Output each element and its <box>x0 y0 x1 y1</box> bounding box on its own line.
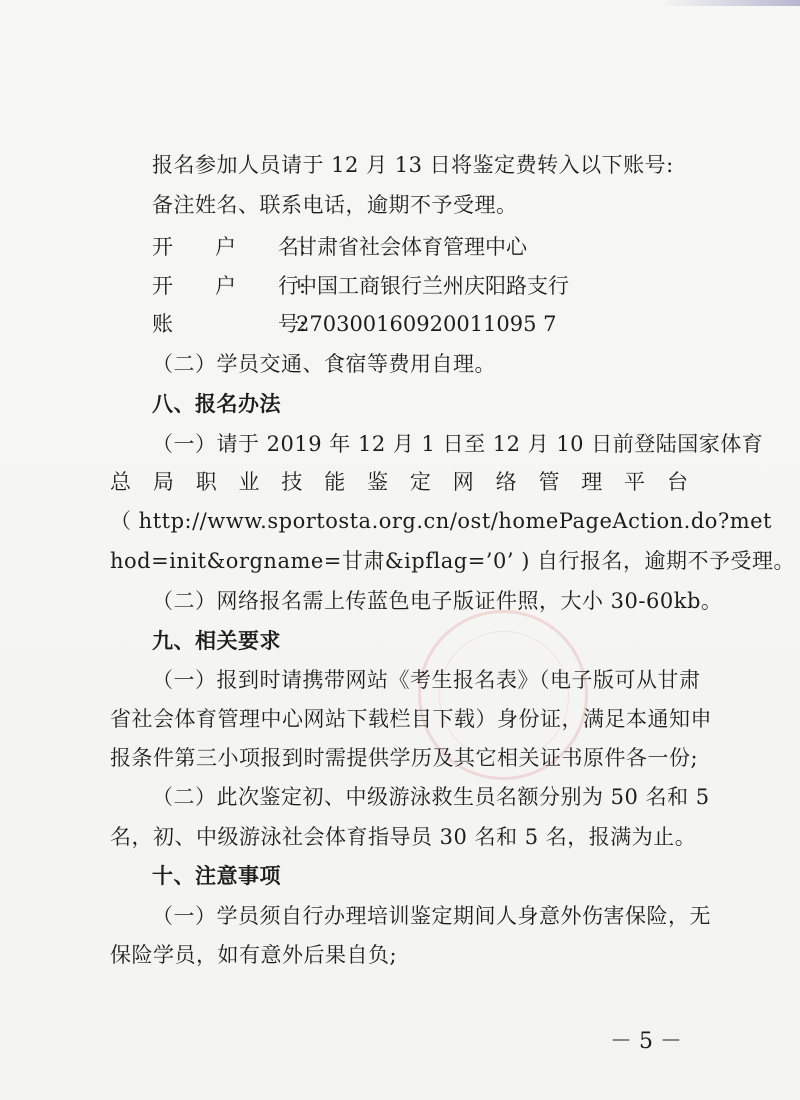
section-heading-10: 十、注意事项 <box>152 863 281 888</box>
requirement-line-1: （一）报到时请携带网站《考生报名表》（电子版可从甘肃 <box>152 668 701 692</box>
justified-word: 总 <box>110 470 131 494</box>
expense-note: （二）学员交通、食宿等费用自理。 <box>152 352 496 376</box>
registration-url-line-2: hod=init&orgname=甘肃&ipflag=’0’ ) 自行报名，逾期不予受理。 <box>110 549 796 573</box>
scan-edge-mark <box>660 0 800 6</box>
photo-requirement: （二）网络报名需上传蓝色电子版证件照，大小 30-60kb。 <box>152 589 723 613</box>
requirement-line-5: 名，初、中级游泳社会体育指导员 30 名和 5 名，报满为止。 <box>110 825 697 849</box>
account-name-label: 开 户 名: <box>152 235 307 259</box>
justified-word: 定 <box>409 470 431 494</box>
requirement-line-4: （二）此次鉴定初、中级游泳救生员名额分别为 50 名和 5 <box>152 785 710 809</box>
justified-word: 络 <box>495 470 517 494</box>
bank-value: 中国工商银行兰州庆阳路支行 <box>296 274 569 298</box>
account-name-value: 甘肃省社会体育管理中心 <box>296 235 527 259</box>
justified-word: 平 <box>624 470 646 494</box>
page-number: － 5 － <box>610 1029 682 1054</box>
justified-word: 能 <box>324 470 346 494</box>
justified-word: 理 <box>581 470 603 494</box>
payment-instruction-line-2: 备注姓名、联系电话，逾期不予受理。 <box>152 193 518 217</box>
justified-word: 鉴 <box>367 470 389 494</box>
justified-word: 局 <box>152 470 174 494</box>
requirement-line-2: 省社会体育管理中心网站下载栏目下载）身份证，满足本通知申 <box>110 707 712 731</box>
registration-url-line-1: （ http://www.sportosta.org.cn/ost/homePageAction.do?met <box>110 509 772 533</box>
registration-method-line-2 <box>110 468 688 496</box>
registration-method-line-1: （一）请于 2019 年 12 月 1 日至 12 月 10 日前登陆国家体育 <box>152 432 764 456</box>
justified-word: 业 <box>238 470 260 494</box>
account-number-label: 账 号: <box>152 312 307 336</box>
requirement-line-3: 报条件第三小项报到时需提供学历及其它相关证书原件各一份; <box>110 746 699 770</box>
justified-word: 管 <box>538 470 560 494</box>
section-heading-8: 八、报名办法 <box>152 391 281 416</box>
justified-word: 技 <box>281 470 303 494</box>
payment-instruction-line-1: 报名参加人员请于 12 月 13 日将鉴定费转入以下账号: <box>152 153 674 177</box>
bank-label: 开 户 行: <box>152 274 307 298</box>
account-number-value: 270300160920011095 7 <box>296 312 557 336</box>
section-heading-9: 九、相关要求 <box>152 628 281 653</box>
justified-word: 网 <box>452 470 474 494</box>
justified-word: 台 <box>666 470 688 494</box>
justified-word: 职 <box>195 470 217 494</box>
notice-line-2: 保险学员，如有意外后果自负; <box>110 943 398 967</box>
notice-line-1: （一）学员须自行办理培训鉴定期间人身意外伤害保险，无 <box>152 904 711 928</box>
